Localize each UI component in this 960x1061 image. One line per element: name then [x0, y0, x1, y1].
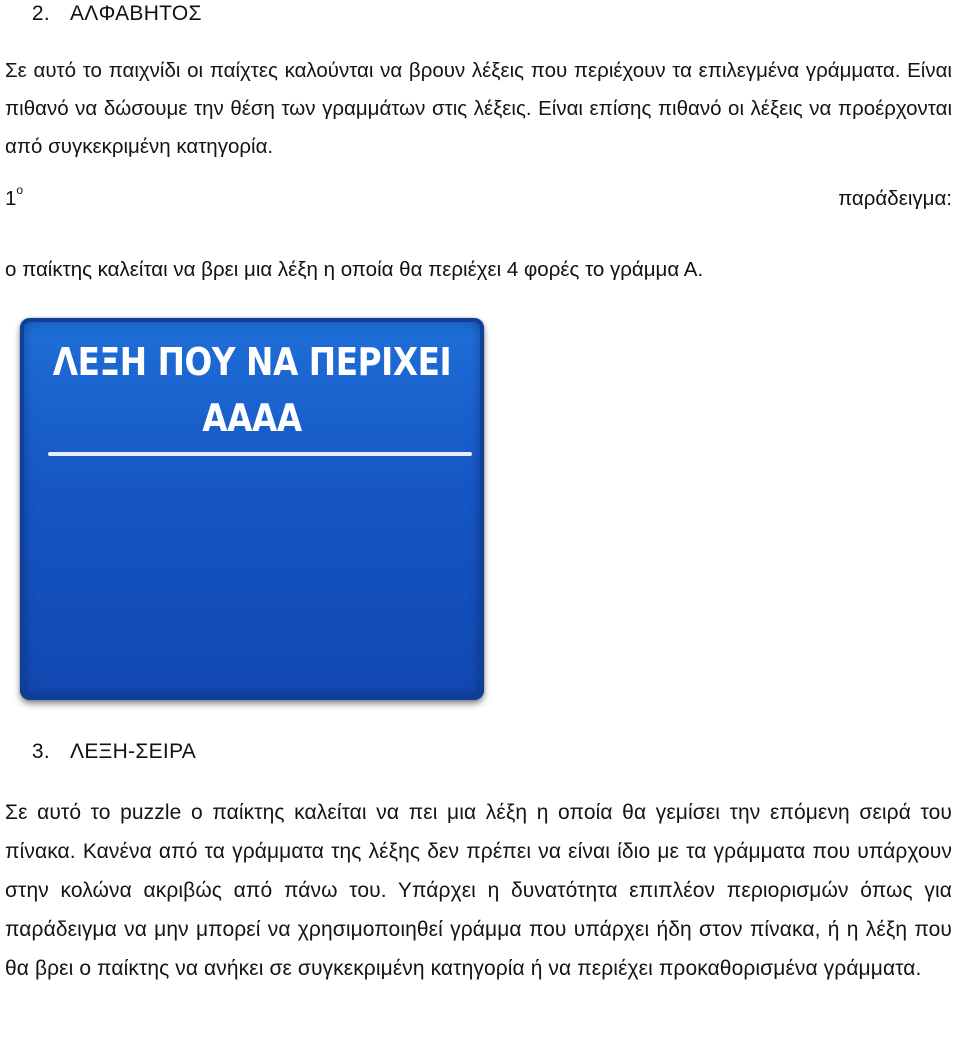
example-instruction: ο παίκτης καλείται να βρει μια λέξη η οποία θα περιέχει 4 φορές το γράμμα Α.: [5, 258, 704, 281]
section-3-paragraph: Σε αυτό το puzzle ο παίκτης καλείται να πει μια λέξη η οποία θα γεμίσει την επόμενη σειρά του πίνακα. Κανένα από τα γράμματα της λέξης δεν πρέπει να είναι ίδιο με τα γράμματα που υπάρχουν στην κολώνα ακριβώς από πάνω του. Υπάρχει η δυνατότητα επιπλέον περιορισμών όπως για παράδειγμα να μην μπορεί να χρησιμοποιηθεί γράμμα που υπάρχει ήδη στον πίνακα, ή η λέξη που θα βρει ο παίκτης να ανήκει σε συγκεκριμένη κατηγορία ή να περιέχει προκαθορισμένα γράμματα.: [5, 801, 952, 980]
section-3-heading: [0, 738, 196, 766]
example-row: [5, 183, 952, 215]
section-2-paragraph: Σε αυτό το παιχνίδι οι παίχτες καλούνται να βρουν λέξεις που περιέχουν τα επιλεγμένα γράμματα. Είναι πιθανό να δώσουμε την θέση των γραμμάτων στις λέξεις. Είναι επίσης πιθανό οι λέξεις να προέρχονται από συγκεκριμένη κατηγορία.: [5, 59, 952, 158]
section-3-number: 3.: [31, 740, 50, 763]
puzzle-panel: [20, 318, 484, 700]
section-3-title: ΛΕΞΗ-ΣΕΙΡΑ: [70, 740, 197, 763]
section-2-number: 2.: [31, 2, 50, 25]
section-2-title: ΑΛΦΑΒΗΤΟΣ: [70, 2, 202, 25]
example-label: παράδειγμα:: [838, 187, 952, 210]
example-ordinal: ο: [16, 183, 24, 198]
panel-title: [52, 334, 451, 446]
example-number-value: 1: [5, 187, 17, 210]
example-number: [5, 183, 23, 215]
panel-divider: [48, 452, 472, 456]
panel-title-line-2: ΑΑΑΑ: [202, 396, 302, 440]
panel-title-line-1: ΛΕΞΗ ΠΟΥ ΝΑ ΠΕΡΙΧΕΙ: [52, 340, 452, 384]
section-2-heading: [0, 0, 202, 28]
